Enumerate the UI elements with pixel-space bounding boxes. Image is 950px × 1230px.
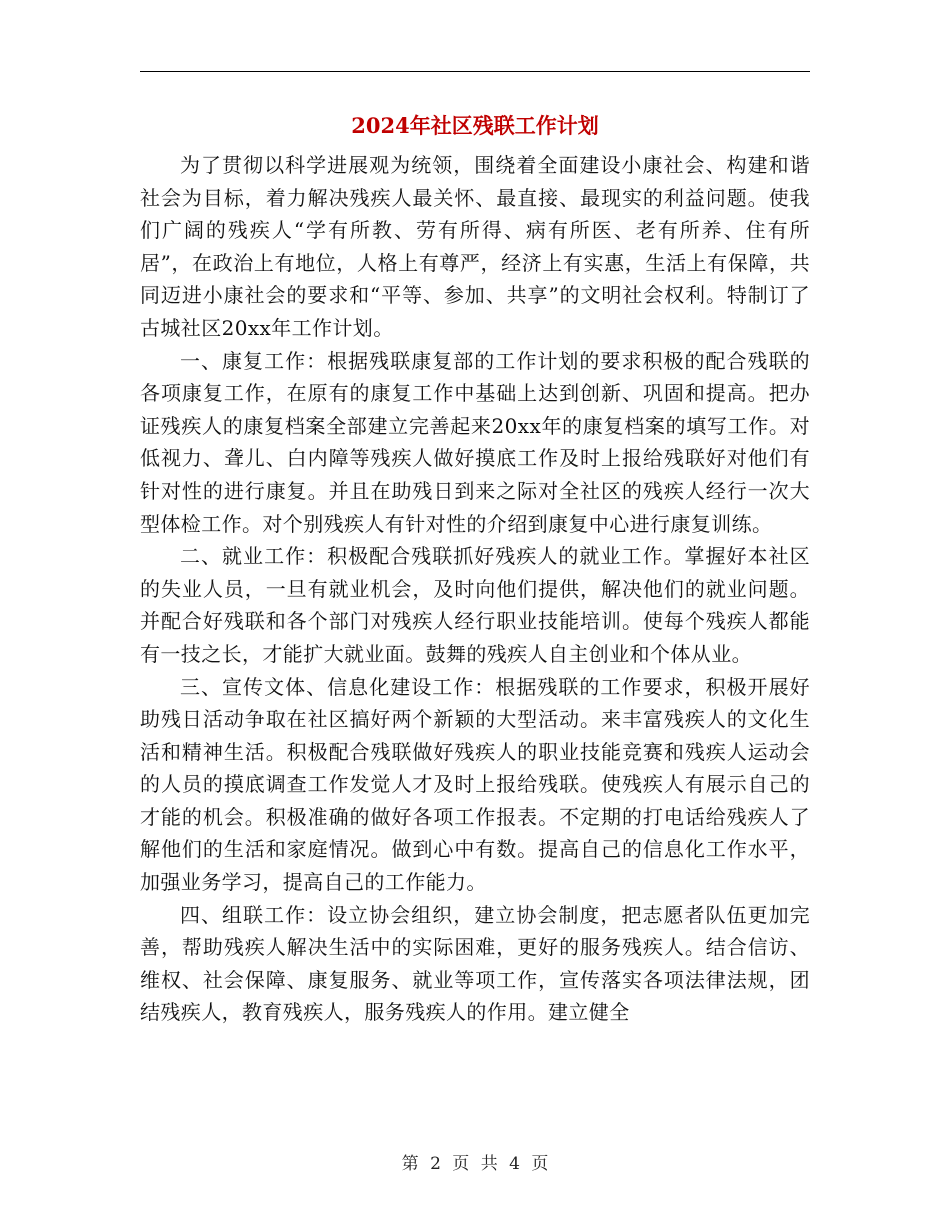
footer-prefix: 第 <box>401 1154 419 1174</box>
document-title: 2024年社区残联工作计划 <box>351 113 599 138</box>
footer-total-pages: 4 <box>509 1154 520 1174</box>
footer-total-unit: 页 <box>531 1154 549 1174</box>
footer-page-unit: 页 <box>452 1154 470 1174</box>
paragraph-publicity: 三、宣传文体、信息化建设工作：根据残联的工作要求，积极开展好助残日活动争取在社区搞好两个新颖的大型活动。来丰富残疾人的文化生活和精神生活。积极配合残联做好残疾人的职业技能竞赛和残疾人运动会的人员的摸底调查工作发觉人才及时上报给残联。使残疾人有展示自己的才能的机会。积极准确的做好各项工作报表。不定期的打电话给残疾人了解他们的生活和家庭情况。做到心中有数。提高自己的信息化工作水平，加强业务学习，提高自己的工作能力。 <box>140 674 810 895</box>
paragraph-rehabilitation: 一、康复工作：根据残联康复部的工作计划的要求积极的配合残联的各项康复工作，在原有的康复工作中基础上达到创新、巩固和提高。把办证残疾人的康复档案全部建立完善起来20xx年的康复档案的填写工作。对低视力、聋儿、白内障等残疾人做好摸底工作及时上报给残联好对他们有针对性的进行康复。并且在助残日到来之际对全社区的残疾人经行一次大型体检工作。对个别残疾人有针对性的介绍到康复中心进行康复训练。 <box>140 348 810 536</box>
footer-total-prefix: 共 <box>480 1154 498 1174</box>
footer-page-number: 2 <box>430 1154 441 1174</box>
document-body <box>140 149 810 1029</box>
paragraph-organization: 四、组联工作：设立协会组织，建立协会制度，把志愿者队伍更加完善，帮助残疾人解决生活中的实际困难，更好的服务残疾人。结合信访、维权、社会保障、康复服务、就业等项工作，宣传落实各项法律法规，团结残疾人，教育残疾人，服务残疾人的作用。建立健全 <box>140 902 810 1025</box>
paragraph-intro: 为了贯彻以科学进展观为统领，围绕着全面建设小康社会、构建和谐社会为目标，着力解决残疾人最关怀、最直接、最现实的利益问题。使我们广阔的残疾人“学有所教、劳有所得、病有所医、老有所养、住有所居”，在政治上有地位，人格上有尊严，经济上有实惠，生活上有保障，共同迈进小康社会的要求和“平等、参加、共享”的文明社会权利。特制订了古城社区20xx年工作计划。 <box>140 153 810 340</box>
header-rule <box>140 71 810 72</box>
page-footer <box>140 1152 810 1176</box>
paragraph-employment: 二、就业工作：积极配合残联抓好残疾人的就业工作。掌握好本社区的失业人员，一旦有就业机会，及时向他们提供，解决他们的就业问题。并配合好残联和各个部门对残疾人经行职业技能培训。使每个残疾人都能有一技之长，才能扩大就业面。鼓舞的残疾人自主创业和个体从业。 <box>140 544 810 666</box>
